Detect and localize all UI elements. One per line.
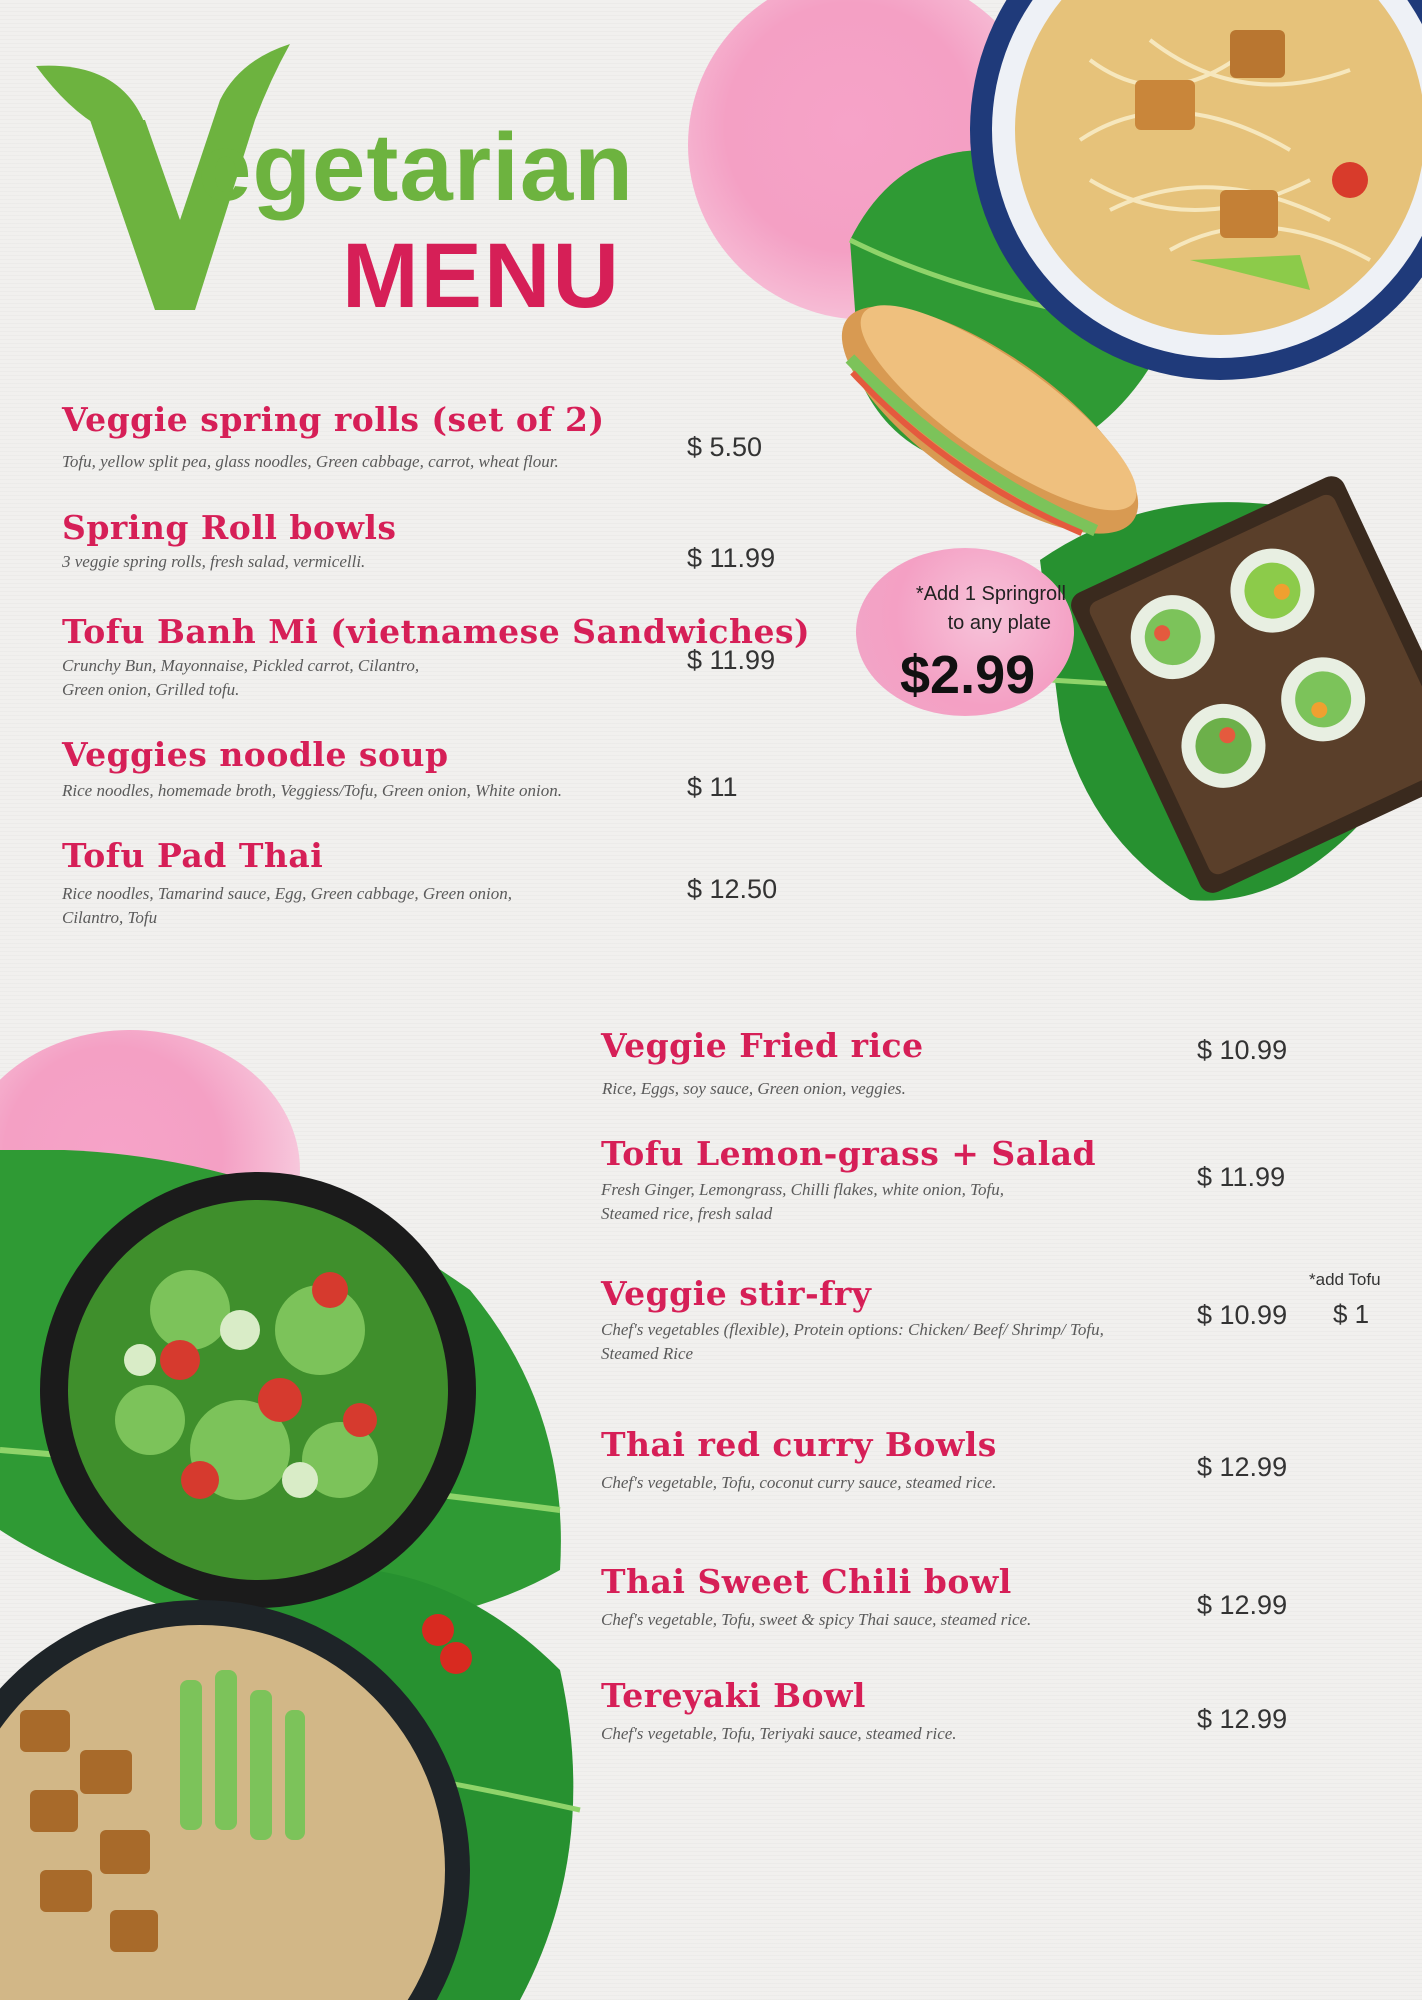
item-description: Chef's vegetables (flexible), Protein options: Chicken/ Beef/ Shrimp/ Tofu, Steamed Rice (601, 1320, 1104, 1363)
item-price: $ 12.99 (1197, 1704, 1288, 1734)
promo-line1: *Add 1 Springroll (915, 583, 1066, 605)
item-description: Rice noodles, Tamarind sauce, Egg, Green cabbage, Green onion, Cilantro, Tofu (62, 884, 512, 927)
item-price: $ 11.99 (687, 543, 776, 573)
item-price: $ 12.99 (1197, 1452, 1288, 1482)
item-price: $ 10.99 (1197, 1300, 1288, 1330)
item-price: $ 10.99 (1197, 1035, 1288, 1065)
promo-line2: to any plate (947, 612, 1051, 634)
item-price: $ 5.50 (687, 432, 763, 462)
menu-header (30, 30, 770, 330)
item-price: $ 11 (687, 772, 738, 802)
item-name: Tofu Lemon-grass + Salad (601, 1134, 1097, 1173)
food-photos-bottom-left (0, 1150, 600, 2000)
item-name: Spring Roll bowls (62, 508, 397, 547)
item-price: $ 12.99 (1197, 1590, 1288, 1620)
item-name: Thai Sweet Chili bowl (601, 1562, 1012, 1601)
item-description: Chef's vegetable, Tofu, Teriyaki sauce, steamed rice. (601, 1724, 957, 1743)
item-description: Crunchy Bun, Mayonnaise, Pickled carrot, Cilantro, Green onion, Grilled tofu. (62, 656, 420, 699)
item-name: Tereyaki Bowl (601, 1676, 866, 1715)
item-name: Tofu Pad Thai (62, 836, 324, 875)
item-name: Thai red curry Bowls (601, 1425, 997, 1464)
item-description: Chef's vegetable, Tofu, coconut curry sauce, steamed rice. (601, 1473, 997, 1492)
item-description: Rice, Eggs, soy sauce, Green onion, veggies. (602, 1079, 906, 1098)
item-price: $ 12.50 (687, 874, 778, 904)
addon-price: $ 1 (1333, 1299, 1370, 1329)
item-price: $ 11.99 (687, 645, 776, 675)
addon-label: *add Tofu (1309, 1270, 1381, 1289)
promo-price: $2.99 (900, 645, 1036, 705)
item-description: Fresh Ginger, Lemongrass, Chilli flakes, white onion, Tofu, Steamed rice, fresh salad (601, 1180, 1004, 1223)
item-price: $ 11.99 (1197, 1162, 1286, 1192)
item-name: Veggie spring rolls (set of 2) (62, 400, 605, 439)
item-name: Veggie stir-fry (601, 1274, 872, 1313)
item-description: Tofu, yellow split pea, glass noodles, Green cabbage, carrot, wheat flour. (62, 452, 559, 471)
item-name: Veggies noodle soup (62, 735, 449, 774)
item-description: 3 veggie spring rolls, fresh salad, vermicelli. (62, 552, 366, 571)
item-name: Tofu Banh Mi (vietnamese Sandwiches) (62, 612, 811, 651)
item-description: Rice noodles, homemade broth, Veggiess/Tofu, Green onion, White onion. (62, 781, 563, 800)
promo-badge (856, 548, 1074, 716)
food-photos-top-right (790, 0, 1422, 920)
title-rest: egetarian (198, 114, 634, 221)
title-menu: MENU (342, 225, 621, 327)
item-name: Veggie Fried rice (601, 1026, 924, 1065)
item-description: Chef's vegetable, Tofu, sweet & spicy Thai sauce, steamed rice. (601, 1610, 1032, 1629)
